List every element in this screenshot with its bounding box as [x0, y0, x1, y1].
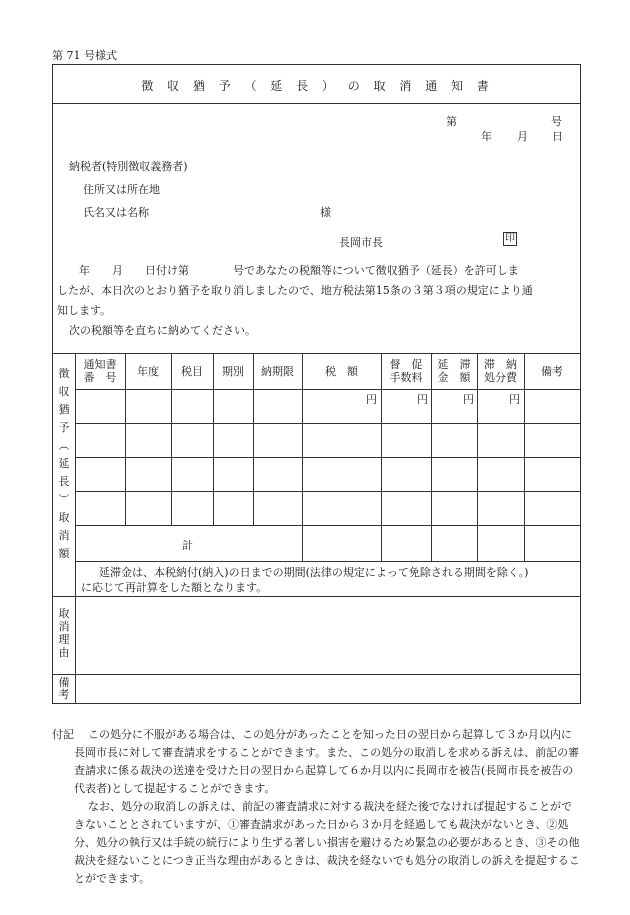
total-row-bottom — [75, 561, 580, 562]
header-notice-no: 通知書 番 号 — [83, 358, 117, 384]
col-line-3 — [213, 353, 214, 525]
title-divider — [53, 103, 580, 104]
issuer-title: 長岡市長 — [339, 236, 383, 249]
taxpayer-label: 納税者(特別徴収義務者) — [69, 160, 188, 173]
col-line-8 — [477, 353, 478, 561]
unit-disposal-fee: 円 — [509, 393, 520, 406]
body-line-1: 年 月 日付け第 号であなたの税額等について徴収猶予（延長）を許可しま — [57, 264, 519, 277]
header-period: 期別 — [222, 365, 244, 378]
honorific: 様 — [320, 206, 331, 219]
reason-divider — [75, 596, 76, 674]
form-title: 徴 収 猶 予 （ 延 長 ） の 取 消 通 知 書 — [141, 79, 492, 93]
date-day: 日 — [552, 130, 563, 143]
late-fee-note-line-1: 延滞金は、本税納付(納入)の日までの期間(法律の規定によって免除される期間を除く。) — [99, 566, 529, 579]
address-label: 住所又は所在地 — [83, 183, 160, 196]
col-line-4 — [253, 353, 254, 525]
unit-late-fee: 円 — [463, 393, 474, 406]
header-tax-amount: 税 額 — [325, 365, 358, 378]
table-top-line — [53, 353, 580, 354]
unit-tax-amount: 円 — [366, 393, 377, 406]
unit-dunning-fee: 円 — [417, 393, 428, 406]
amount-section-bottom — [53, 596, 580, 597]
header-late-fee: 延 滞 金 額 — [437, 358, 471, 384]
row-line-4 — [75, 525, 580, 526]
header-bottom-line — [75, 389, 580, 390]
date-month: 月 — [517, 130, 528, 143]
body-line-3: 知します。 — [57, 304, 112, 317]
side-label-collection-deferral: 徴 収 猶 予 ︵ 延 長 ︶ 取 消 額 — [58, 367, 70, 560]
remarks-divider — [75, 674, 76, 703]
number-suffix: 号 — [551, 115, 562, 128]
col-line-7 — [431, 353, 432, 561]
header-due-date: 納期限 — [261, 365, 294, 378]
row-line-3 — [75, 491, 580, 492]
date-year: 年 — [481, 130, 492, 143]
col-line-1 — [125, 353, 126, 525]
col-line-5 — [302, 353, 303, 561]
footnote-paragraph-1: この処分に不服がある場合は、この処分があったことを知った日の翌日から起算して３か月以内に長岡市長に対して審査請求をすることができます。また、この処分の取消しを求める訴えは、前記の審査請求に係る裁決の送達を受けた日の翌日から起算して６か月以内に長岡市を被告(長岡市長を被告の代表者)として提起することができます。 — [74, 728, 580, 795]
name-label: 氏名又は名称 — [83, 206, 149, 219]
reason-bottom-line — [53, 674, 580, 675]
notice-form — [52, 64, 581, 704]
late-fee-note-line-2: に応じて再計算をした額となります。 — [81, 581, 268, 594]
footnote-paragraph-2: なお、処分の取消しの訴えは、前記の審査請求に対する裁決を経た後でなければ提起することができないこととされていますが、①審査請求があった日から３か月を経過しても裁決がないとき、②処分、処分の執行又は手続の続行により生ずる著しい損害を避けるため緊急の必要があるとき、③その他裁決を経ないことにつき正当な理由があるときは、裁決を経ないでも処分の取消しの訴えを提起することができます。 — [74, 800, 580, 885]
row-line-2 — [75, 457, 580, 458]
footnote-body — [74, 726, 582, 888]
header-disposal-fee: 滞 納 処分費 — [484, 358, 517, 384]
body-line-2: したが、本日次のとおり猶予を取り消しましたので、地方税法第15条の３第３項の規定により通 — [57, 284, 533, 297]
form-number: 第 71 号様式 — [52, 49, 117, 62]
footnote-label: 付記 — [52, 728, 74, 741]
header-fiscal-year: 年度 — [137, 365, 159, 378]
number-prefix: 第 — [446, 115, 457, 128]
header-tax-item: 税目 — [181, 365, 203, 378]
col-line-2 — [171, 353, 172, 525]
row-line-1 — [75, 423, 580, 424]
header-dunning-fee: 督 促 手数料 — [389, 358, 423, 384]
body-text — [57, 261, 581, 341]
reason-label: 取 消 理 由 — [58, 607, 70, 659]
header-remarks: 備考 — [541, 365, 563, 378]
remarks-label: 備 考 — [58, 676, 70, 701]
col-line-9 — [524, 353, 525, 561]
total-label: 計 — [182, 539, 193, 552]
body-line-4: 次の税額等を直ちに納めてください。 — [69, 324, 256, 337]
official-seal: 印 — [505, 233, 515, 244]
col-line-6 — [381, 353, 382, 561]
